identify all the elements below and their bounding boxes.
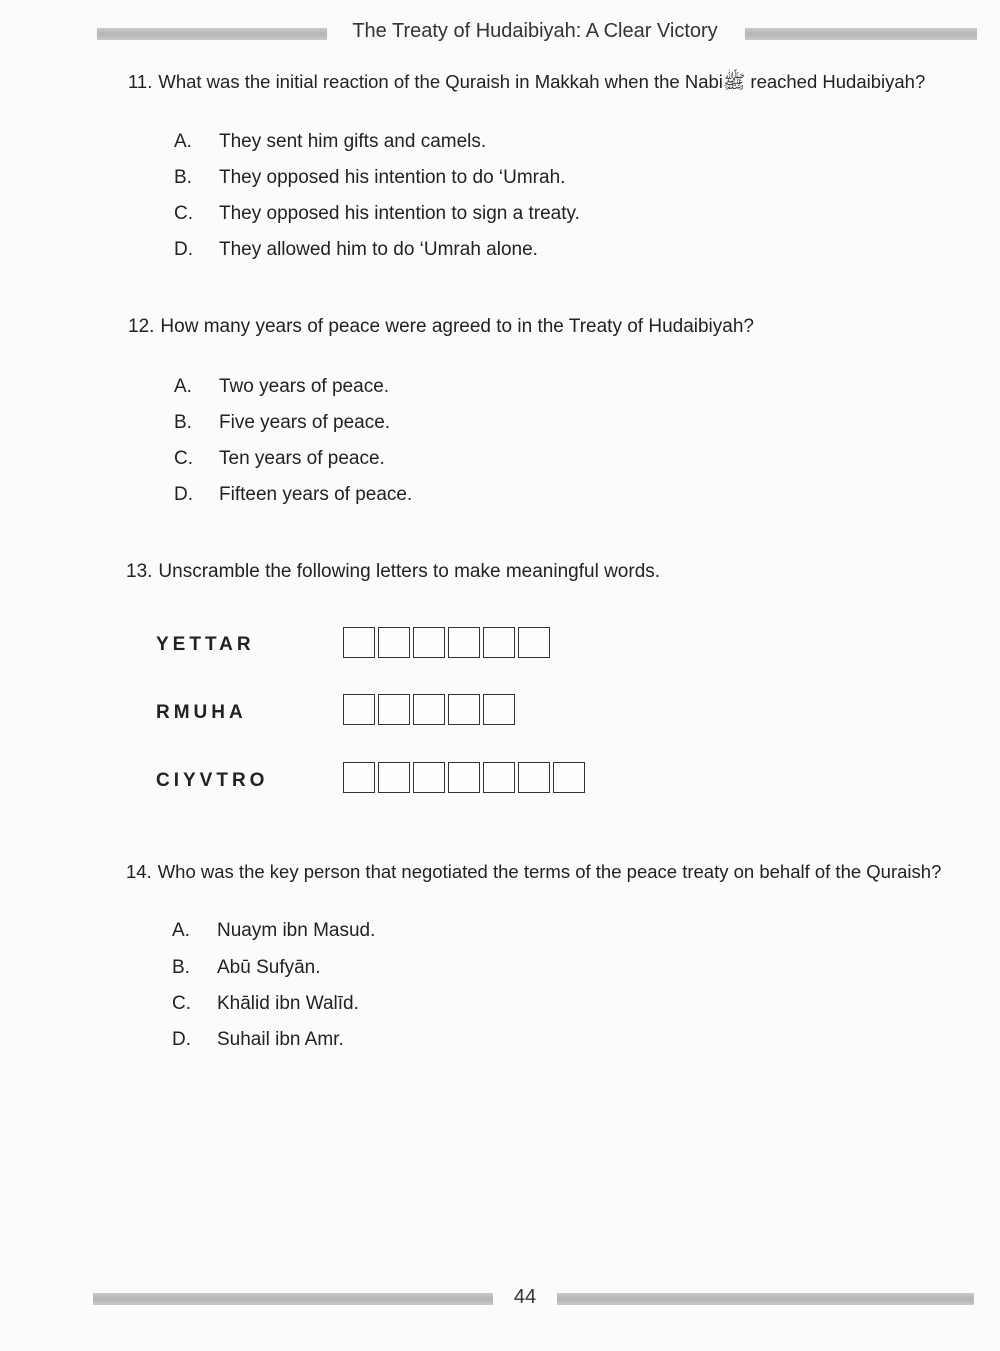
q11-option-c[interactable]: [174, 203, 580, 225]
letter-box[interactable]: [343, 762, 375, 793]
question-text: How many years of peace were agreed to in the Treaty of Hudaibiyah?: [160, 316, 754, 337]
q11-option-d[interactable]: [174, 239, 538, 261]
header-bar-right: [745, 28, 977, 40]
option-letter: B.: [174, 167, 192, 188]
option-letter: C.: [174, 448, 193, 469]
option-letter: D.: [172, 1029, 191, 1050]
option-letter: B.: [174, 412, 192, 433]
letter-box[interactable]: [378, 627, 410, 658]
option-text: They allowed him to do ‘Umrah alone.: [219, 239, 538, 260]
q12-option-a[interactable]: [174, 376, 389, 398]
option-text: Nuaym ibn Masud.: [217, 920, 376, 941]
letter-box[interactable]: [378, 762, 410, 793]
option-letter: B.: [172, 957, 190, 978]
option-text: Abū Sufyān.: [217, 957, 321, 978]
answer-boxes-word-1[interactable]: [343, 627, 553, 658]
footer-bar-right: [557, 1293, 974, 1305]
answer-boxes-word-3[interactable]: [343, 762, 588, 793]
question-text: What was the initial reaction of the Quraish in Makkah when the Nabiﷺ reached Hudaibiyah?: [158, 71, 926, 92]
question-13: [126, 561, 660, 583]
answer-boxes-word-2[interactable]: [343, 694, 518, 725]
letter-box[interactable]: [413, 694, 445, 725]
option-letter: A.: [172, 920, 190, 941]
question-12: [128, 316, 754, 338]
letter-box[interactable]: [343, 694, 375, 725]
option-text: They opposed his intention to sign a treaty.: [219, 203, 580, 224]
header-bar-left: [97, 28, 327, 40]
page-header-title: The Treaty of Hudaibiyah: A Clear Victory: [352, 20, 718, 42]
letter-box[interactable]: [553, 762, 585, 793]
q11-option-a[interactable]: [174, 131, 486, 153]
option-letter: C.: [174, 203, 193, 224]
option-text: Suhail ibn Amr.: [217, 1029, 344, 1050]
scrambled-word-rmuha: RMUHA: [156, 702, 247, 723]
q14-option-d[interactable]: [172, 1029, 344, 1051]
letter-box[interactable]: [448, 627, 480, 658]
letter-box[interactable]: [483, 694, 515, 725]
q11-option-b[interactable]: [174, 167, 565, 189]
q12-option-b[interactable]: [174, 412, 390, 434]
option-text: They opposed his intention to do ‘Umrah.: [219, 167, 566, 188]
footer-bar-left: [93, 1293, 493, 1305]
option-text: They sent him gifts and camels.: [219, 131, 487, 152]
letter-box[interactable]: [448, 694, 480, 725]
question-number: 12.: [128, 316, 155, 337]
option-letter: D.: [174, 484, 193, 505]
letter-box[interactable]: [413, 762, 445, 793]
option-letter: C.: [172, 993, 191, 1014]
question-number: 14.: [126, 861, 152, 882]
letter-box[interactable]: [378, 694, 410, 725]
option-text: Five years of peace.: [219, 412, 391, 433]
q14-option-c[interactable]: [172, 993, 359, 1015]
scrambled-word-yettar: YETTAR: [156, 634, 255, 655]
letter-box[interactable]: [483, 762, 515, 793]
question-14: [126, 861, 941, 883]
option-letter: D.: [174, 239, 193, 260]
letter-box[interactable]: [518, 762, 550, 793]
q14-option-a[interactable]: [172, 920, 375, 942]
question-text: Unscramble the following letters to make meaningful words.: [158, 561, 661, 582]
page-number: 44: [513, 1286, 537, 1308]
q14-option-b[interactable]: [172, 957, 321, 979]
option-letter: A.: [174, 376, 192, 397]
option-text: Khālid ibn Walīd.: [217, 993, 359, 1014]
letter-box[interactable]: [343, 627, 375, 658]
option-text: Two years of peace.: [219, 376, 390, 397]
letter-box[interactable]: [448, 762, 480, 793]
question-11: [128, 71, 925, 98]
letter-box[interactable]: [483, 627, 515, 658]
question-number: 13.: [126, 561, 153, 582]
option-text: Fifteen years of peace.: [219, 484, 413, 505]
q12-option-d[interactable]: [174, 484, 412, 506]
q12-option-c[interactable]: [174, 448, 385, 470]
letter-box[interactable]: [518, 627, 550, 658]
scrambled-word-ciyvtro: CIYVTRO: [156, 770, 269, 791]
question-number: 11.: [128, 71, 153, 92]
option-letter: A.: [174, 131, 192, 152]
question-text: Who was the key person that negotiated the terms of the peace treaty on behalf of the Quraish?: [157, 861, 942, 882]
option-text: Ten years of peace.: [219, 448, 385, 469]
letter-box[interactable]: [413, 627, 445, 658]
